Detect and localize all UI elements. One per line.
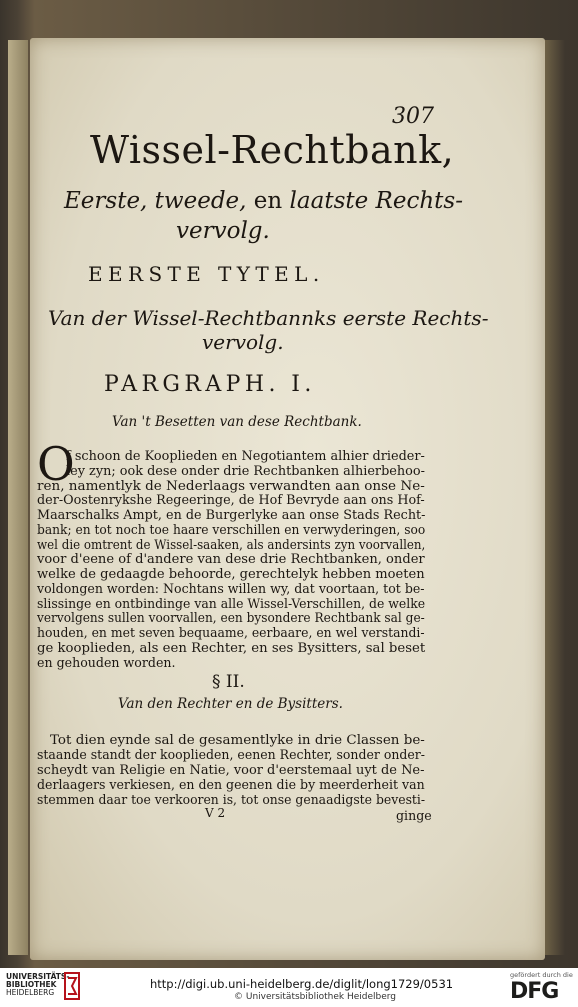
text-line: slissinge en ontbindinge van alle Wissel-Verschillen, de welke	[37, 595, 426, 611]
page-edge-left	[8, 40, 28, 955]
section-subheading: Van den Rechter en de Bysitters.	[118, 696, 343, 712]
text-line: en gehouden worden.	[37, 654, 176, 670]
text-line: staande standt der kooplieden, eenen Rechter, sonder onder-	[37, 746, 425, 762]
text-line: voldongen worden: Nochtans willen wy, dat voortaan, tot be-	[37, 580, 425, 596]
text-line: der-Oostenrykshe Regeeringe, de Hof Bevryde aan ons Hof-	[37, 492, 425, 508]
text-line: ge kooplieden, als een Rechter, en ses Bysitters, sal beset	[37, 639, 426, 655]
text-line: voor d'eene of d'andere van dese drie Rechtbanken, onder	[37, 551, 425, 567]
text-line: ren, namentlyk de Nederlaags verwandten aan onse Ne-	[37, 477, 425, 493]
logo-text-line-2: BIBLIOTHEK	[6, 980, 57, 989]
permalink-url[interactable]: http://digi.ub.uni-heidelberg.de/diglit/long1729/0531	[150, 977, 454, 991]
logo-text-line-3: HEIDELBERG	[6, 988, 55, 997]
drop-cap: O	[37, 437, 75, 491]
subtitle-part-c: laatste Rechts-	[289, 188, 463, 214]
subtitle-line-1	[64, 188, 463, 214]
library-emblem-icon	[64, 972, 80, 1000]
paragraph-subheading: Van 't Besetten van dese Rechtbank.	[112, 414, 362, 430]
page-edge-right	[545, 40, 565, 955]
text-line: wel die omtrent de Wissel-saaken, als andersints zyn voorvallen,	[37, 536, 426, 552]
text-line: stemmen daar toe verkooren is, tot onse genaadigste bevesti-	[37, 791, 426, 807]
text-line: houden, en met seven bequaame, eerbaare, en wel verstandi-	[37, 625, 425, 640]
subtitle-line-2: vervolg.	[176, 218, 270, 244]
catchword: ginge	[396, 808, 432, 823]
logo-text-line-1: UNIVERSITÄTS-	[6, 972, 70, 981]
footer-bar	[0, 968, 578, 1007]
tytel-subheading-line-1: Van der Wissel-Rechtbannks eerste Rechts-	[48, 306, 489, 330]
funded-by-label: gefördert durch die	[510, 971, 573, 979]
text-line: derlaagers verkiesen, en den geenen die by meerderheit van	[37, 776, 425, 792]
text-line: ley zyn; ook dese onder drie Rechtbanken alhierbehoo-	[66, 462, 425, 478]
page-number: 307	[392, 104, 434, 129]
text-line: f schoon de Kooplieden en Negotiantem alhier drieder-	[66, 448, 425, 463]
page-title: Wissel-Rechtbank,	[90, 128, 455, 172]
section-heading: § II.	[212, 672, 245, 692]
text-line: vervolgens sullen voorvallen, een bysondere Rechtbank sal ge-	[37, 610, 425, 626]
text-line: bank; en tot noch toe haare verschillen en verwyderingen, soo	[37, 521, 426, 537]
library-logo[interactable]	[6, 972, 80, 1004]
text-line: welke de gedaagde behoorde, gerechtelyk hebben moeten	[37, 566, 425, 581]
dfg-logo[interactable]: DFG	[510, 979, 559, 1004]
subtitle-part-b: en	[253, 188, 283, 214]
tytel-heading: EERSTE TYTEL.	[88, 262, 325, 286]
tytel-subheading-line-2: vervolg.	[202, 330, 284, 354]
text-line: scheydt van Religie en Natie, voor d'eerstemaal uyt de Ne-	[37, 761, 425, 777]
copyright-notice: © Universitätsbibliothek Heidelberg	[234, 992, 397, 1002]
text-line: Tot dien eynde sal de gesamentlyke in drie Classen be-	[50, 732, 425, 747]
paragraph-heading: PARGRAPH. I.	[104, 372, 316, 397]
signature-mark: V 2	[205, 806, 226, 820]
subtitle-part-a: Eerste, tweede,	[64, 188, 247, 214]
text-line: Maarschalks Ampt, en de Burgerlyke aan onse Stads Recht-	[37, 507, 426, 522]
